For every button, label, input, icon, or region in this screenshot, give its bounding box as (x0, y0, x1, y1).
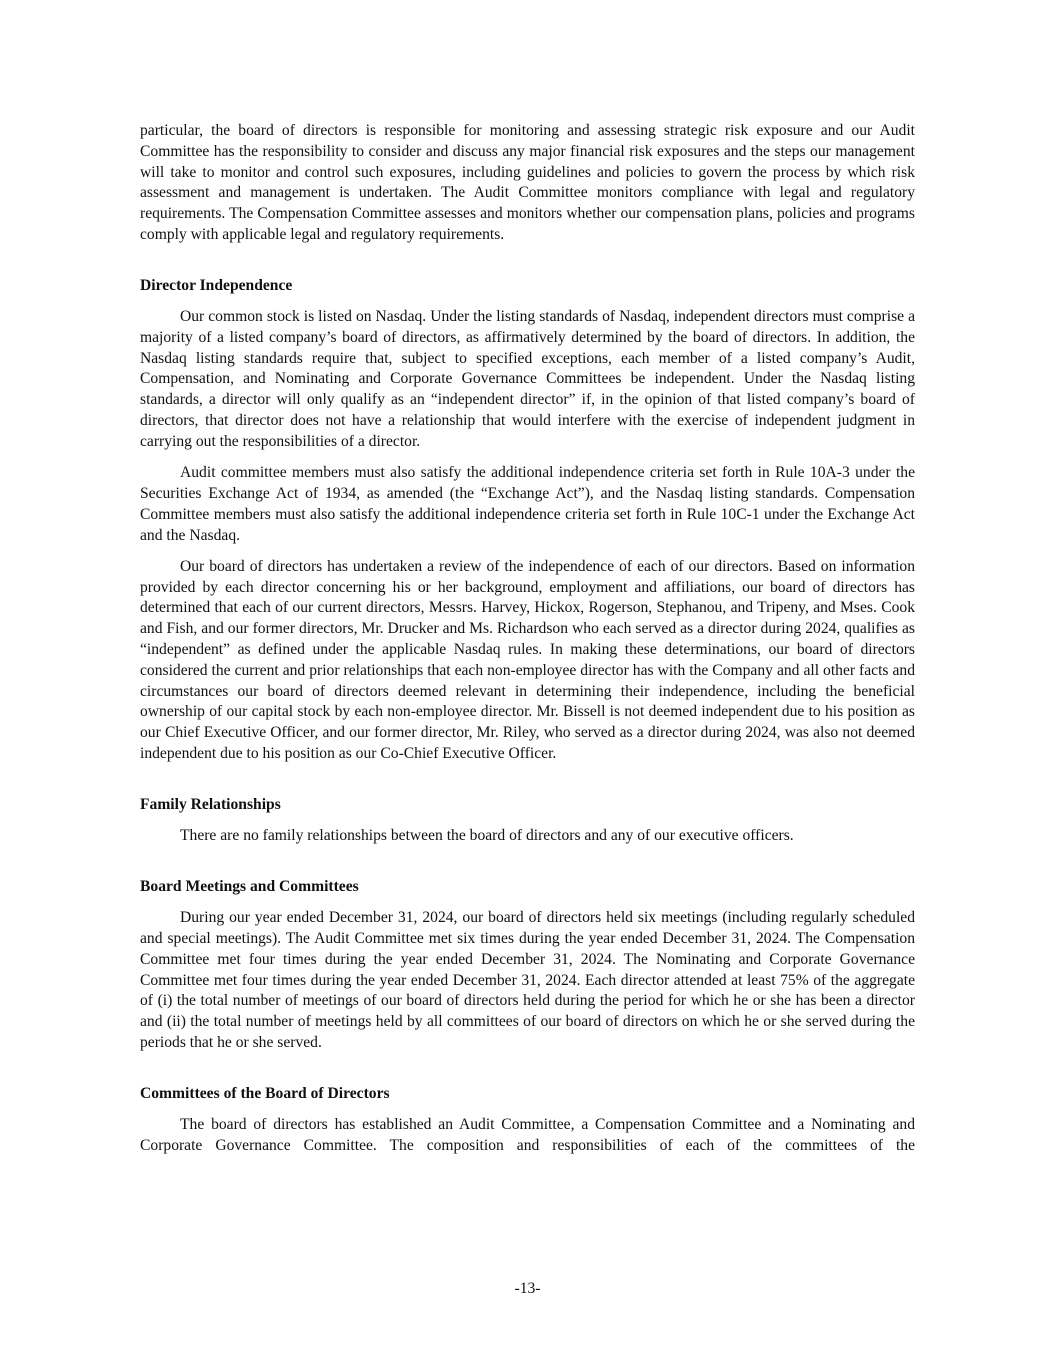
paragraph: Our common stock is listed on Nasdaq. Under the listing standards of Nasdaq, independent directors must comprise a majority of a listed company’s board of directors, as affirmatively determined by the board of directors. In addition, the Nasdaq listing standards require that, subject to specified exceptions, each member of a listed company’s Audit, Compensation, and Nominating and Corporate Governance Committees be independent. Under the Nasdaq listing standards, a director will only qualify as an “independent director” if, in the opinion of that listed company’s board of directors, that director does not have a relationship that would interfere with the exercise of independent judgment in carrying out the responsibilities of a director. (140, 308, 915, 450)
page-number: -13- (514, 1280, 541, 1297)
document-page (140, 121, 915, 1167)
heading-board-meetings: Board Meetings and Committees (140, 877, 359, 895)
heading-committees: Committees of the Board of Directors (140, 1084, 390, 1102)
intro-paragraph: particular, the board of directors is responsible for monitoring and assessing strategic risk exposure and our Audit Committee has the responsibility to consider and discuss any major financial risk exposures and the steps our management will take to monitor and control such exposures, including guidelines and policies to govern the process by which risk assessment and management is undertaken. The Audit Committee monitors compliance with legal and regulatory requirements. The Compensation Committee assesses and monitors whether our compensation plans, policies and programs comply with applicable legal and regulatory requirements. (140, 122, 915, 243)
paragraph: Our board of directors has undertaken a review of the independence of each of our directors. Based on information provided by each director concerning his or her background, employment and affiliations, our board of directors has determined that each of our current directors, Messrs. Harvey, Hickox, Rogerson, Stephanou, and Tripeny, and Mses. Cook and Fish, and our former directors, Mr. Drucker and Ms. Richardson who each served as a director during 2024, qualifies as “independent” as defined under the applicable Nasdaq rules. In making these determinations, our board of directors considered the current and prior relationships that each non-employee director has with the Company and all other facts and circumstances our board of directors deemed relevant in determining their independence, including the beneficial ownership of our capital stock by each non-employee director. Mr. Bissell is not deemed independent due to his position as our Chief Executive Officer, and our former director, Mr. Riley, who served as a director during 2024, was also not deemed independent due to his position as our Co-Chief Executive Officer. (140, 557, 915, 763)
paragraph: Audit committee members must also satisfy the additional independence criteria set forth in Rule 10A-3 under the Securities Exchange Act of 1934, as amended (the “Exchange Act”), and the Nasdaq listing standards. Compensation Committee members must also satisfy the additional independence criteria set forth in Rule 10C-1 under the Exchange Act and the Nasdaq. (140, 464, 915, 544)
heading-director-independence: Director Independence (140, 276, 293, 294)
heading-family-relationships: Family Relationships (140, 795, 281, 813)
paragraph: The board of directors has established an Audit Committee, a Compensation Committee and a Nominating and Corporate Governance Committee. The composition and responsibilities of each of the committees of the (140, 1116, 915, 1154)
paragraph: During our year ended December 31, 2024, our board of directors held six meetings (including regularly scheduled and special meetings). The Audit Committee met six times during the year ended December 31, 2024. The Compensation Committee met four times during the year ended December 31, 2024. The Nominating and Corporate Governance Committee met four times during the year ended December 31, 2024. Each director attended at least 75% of the aggregate of (i) the total number of meetings of our board of directors held during the period for which he or she has been a director and (ii) the total number of meetings held by all committees of our board of directors on which he or she served during the periods that he or she served. (140, 909, 915, 1051)
paragraph: There are no family relationships between the board of directors and any of our executive officers. (180, 827, 794, 845)
